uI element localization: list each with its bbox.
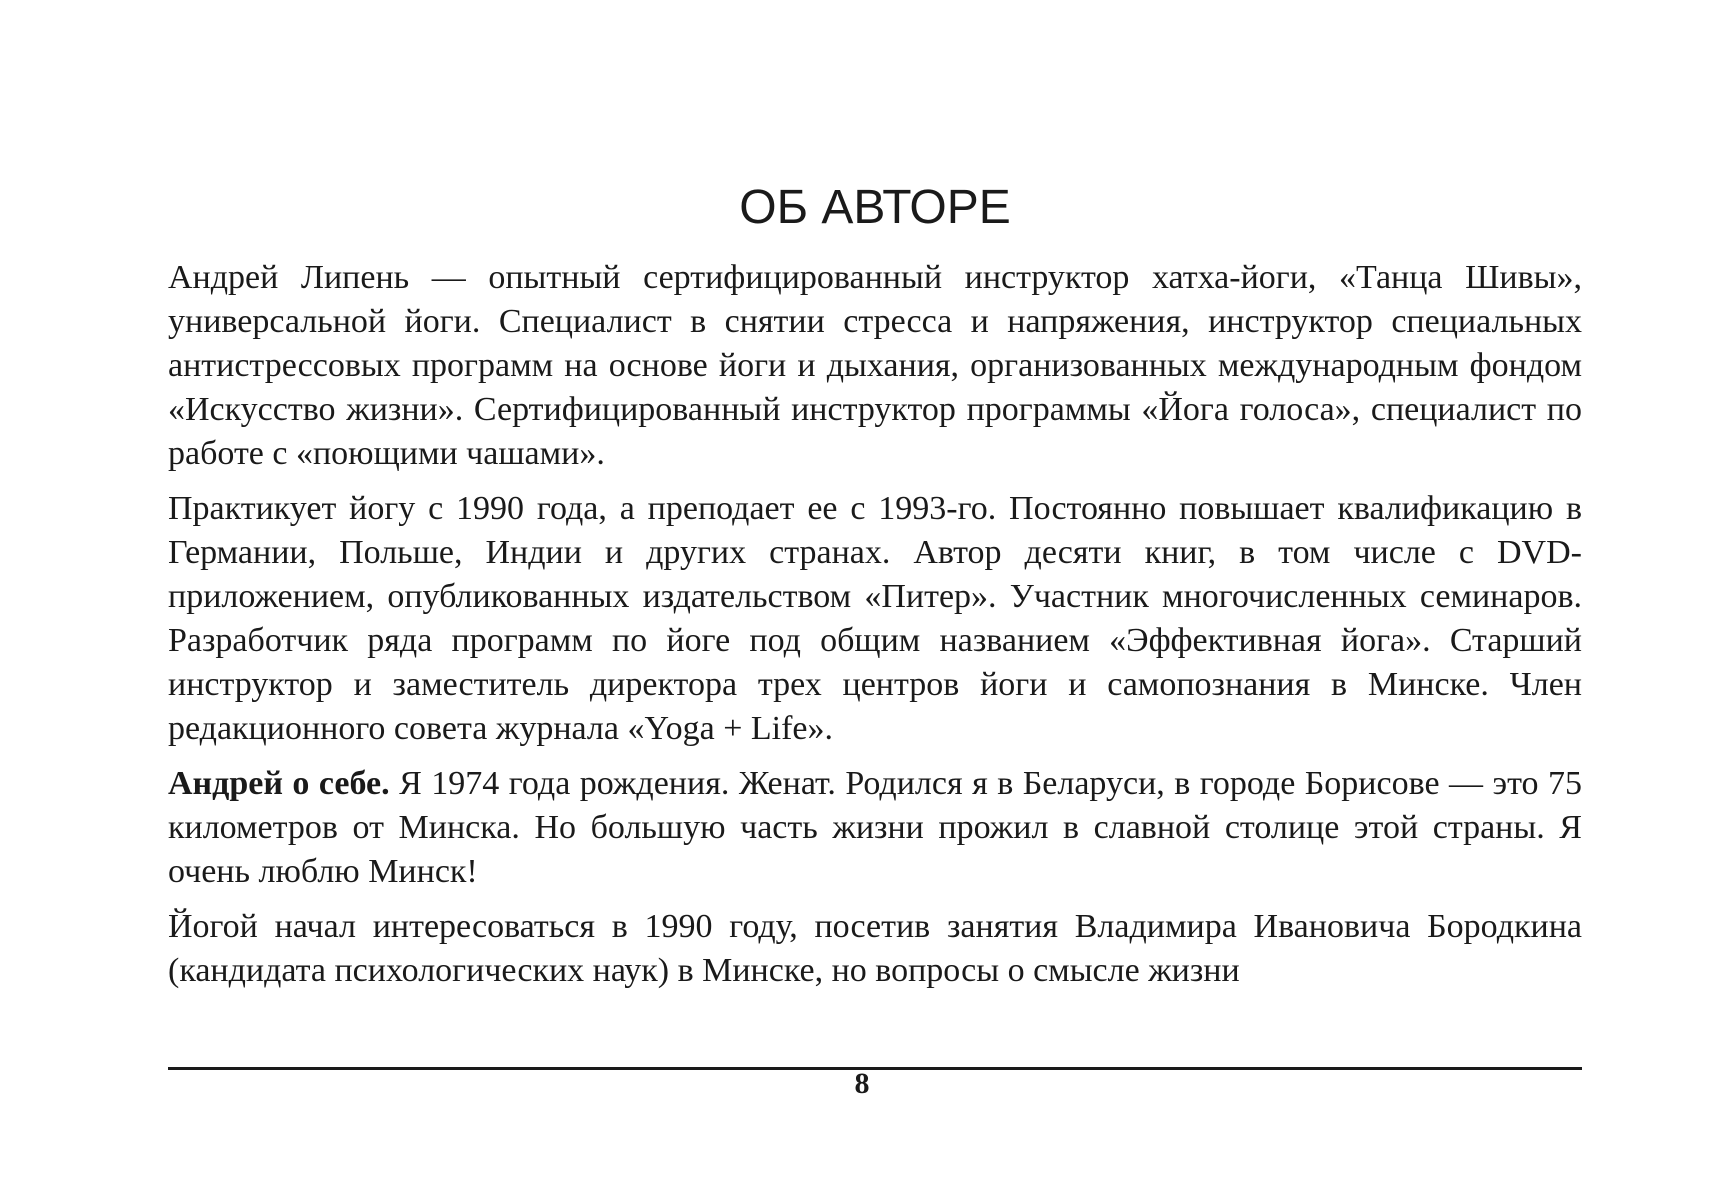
paragraph-yoga-start [168,905,1582,993]
paragraph-about-self-text: Я 1974 года рождения. Женат. Родился я в Беларуси, в городе Борисове — это 75 километров от Минска. Но большую часть жизни прожил в славной столице этой страны. Я очень люблю Минск! [168,765,1582,890]
paragraph-intro [168,256,1582,476]
paragraph-intro-text: Андрей Липень — опытный сертифицированный инструктор хатха-йоги, «Танца Шивы», универсальной йоги. Специалист в снятии стресса и напряжения, инструктор специальных антистрессовых программ на основе йоги и дыхания, организованных международным фондом «Искусство жизни». Сертифицированный инструктор программы «Йога голоса», специалист по работе с «поющими чашами». [168,259,1582,472]
paragraph-practice-text: Практикует йогу с 1990 года, а преподает ее с 1993-го. Постоянно повышает квалификацию в Германии, Польше, Индии и других странах. Автор десяти книг, в том числе с DVD-приложением, опубликованных издательством «Питер». Участник многочисленных семинаров. Разработчик ряда программ по йоге под общим названием «Эффективная йога». Старший инструктор и заместитель директора трех центров йоги и самопознания в Минске. Член редакционного совета журнала «Yoga + Life». [168,490,1582,747]
paragraph-lead-bold: Андрей о себе. [168,765,390,802]
paragraph-about-self [168,762,1582,894]
paragraph-yoga-start-text: Йогой начал интересоваться в 1990 году, посетив занятия Владимира Ивановича Бородкина (кандидата психологических наук) в Минске, но вопросы о смысле жизни [168,908,1582,989]
page-number: 8 [854,1067,870,1100]
page-content [168,176,1582,1004]
paragraph-practice [168,487,1582,751]
section-heading: ОБ АВТОРЕ [739,181,1011,234]
